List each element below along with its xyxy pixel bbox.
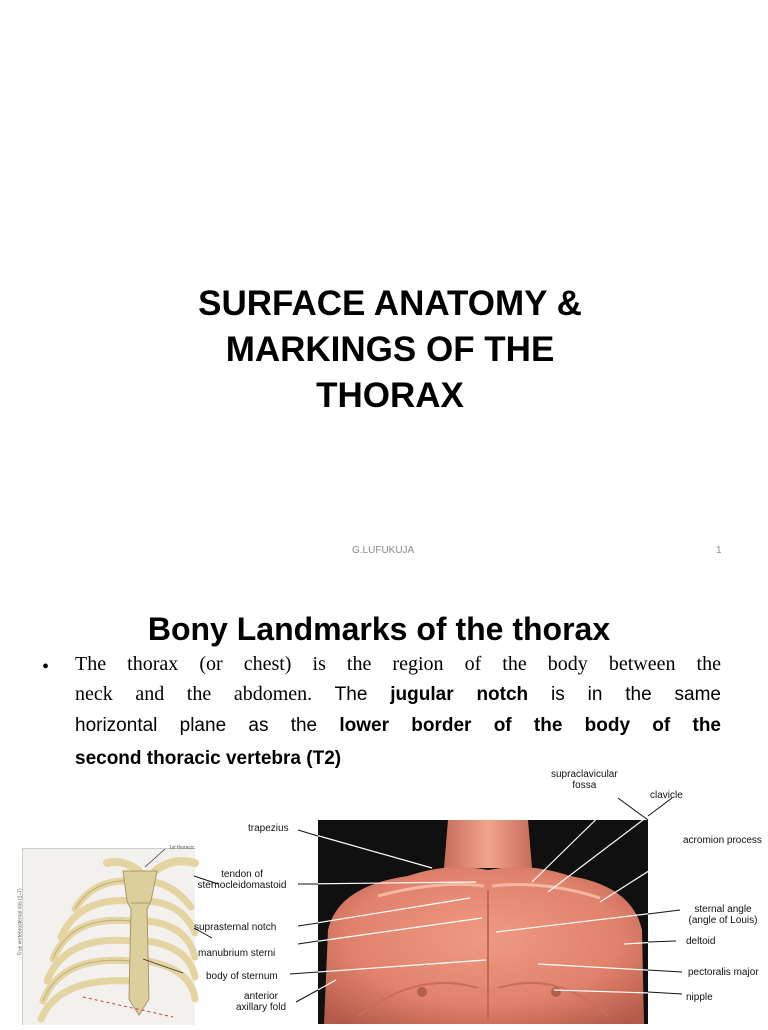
label-deltoid: deltoid bbox=[686, 936, 716, 947]
page-number: 1 bbox=[716, 545, 722, 556]
slide-heading: Bony Landmarks of the thorax bbox=[147, 611, 611, 647]
slide-title-line-1: SURFACE ANATOMY & bbox=[198, 284, 582, 323]
label-pectoralis-major: pectoralis major bbox=[688, 967, 759, 978]
body-text-line-4: second thoracic vertebra (T2) bbox=[75, 748, 342, 769]
anatomy-figure bbox=[0, 576, 768, 1024]
slide-title-line-3: THORAX bbox=[316, 376, 464, 415]
chest-photo-icon bbox=[318, 820, 648, 1024]
lower-border-term: lower border of the body of the bbox=[339, 715, 721, 736]
body-text-span: neck and the abdomen. bbox=[75, 683, 313, 705]
footer-author: G.LUFUKUJA bbox=[352, 545, 415, 556]
slide-title-line-2: MARKINGS OF THE bbox=[225, 330, 555, 369]
body-text-span: is in the same bbox=[528, 684, 722, 705]
label-line: fossa bbox=[572, 780, 597, 791]
label-line: axillary fold bbox=[235, 1002, 287, 1013]
ribcage-illustration bbox=[17, 845, 195, 1025]
label-body-of-sternum: body of sternum bbox=[206, 971, 278, 982]
label-line: (angle of Louis) bbox=[688, 915, 758, 926]
ribcage-icon bbox=[23, 849, 195, 1025]
ribcage-caption: 1st thoracic bbox=[169, 845, 195, 851]
slide-footer bbox=[0, 545, 768, 557]
label-sternal-angle bbox=[680, 904, 766, 926]
label-manubrium-sterni: manubrium sterni bbox=[198, 948, 276, 959]
label-clavicle: clavicle bbox=[650, 790, 683, 801]
label-trapezius: trapezius bbox=[248, 823, 289, 834]
chest-photograph bbox=[318, 820, 648, 1024]
label-nipple: nipple bbox=[686, 992, 713, 1003]
label-acromion-process: acromion process bbox=[683, 835, 762, 846]
body-text-span: The bbox=[312, 684, 391, 705]
label-suprasternal-notch: suprasternal notch bbox=[194, 922, 277, 933]
label-line: sternocleidomastoid bbox=[197, 880, 287, 891]
content-slide bbox=[0, 576, 768, 1024]
bullet-icon: • bbox=[42, 656, 50, 678]
label-line: anterior bbox=[244, 991, 278, 1002]
label-anterior-axillary-fold bbox=[226, 991, 296, 1013]
label-line: tendon of bbox=[221, 869, 263, 880]
label-supraclavicular-fossa bbox=[551, 769, 618, 791]
label-line: supraclavicular bbox=[551, 769, 618, 780]
body-text-line-1: The thorax (or chest) is the region of the body between the bbox=[75, 653, 721, 675]
label-line: sternal angle bbox=[694, 904, 752, 915]
label-tendon-scm bbox=[194, 869, 290, 891]
ribcage-side-label: True vertebrosternal ribs (1–7) bbox=[17, 888, 24, 956]
jugular-notch-term: jugular notch bbox=[390, 684, 529, 705]
body-text-span: horizontal plane as the bbox=[75, 715, 340, 736]
